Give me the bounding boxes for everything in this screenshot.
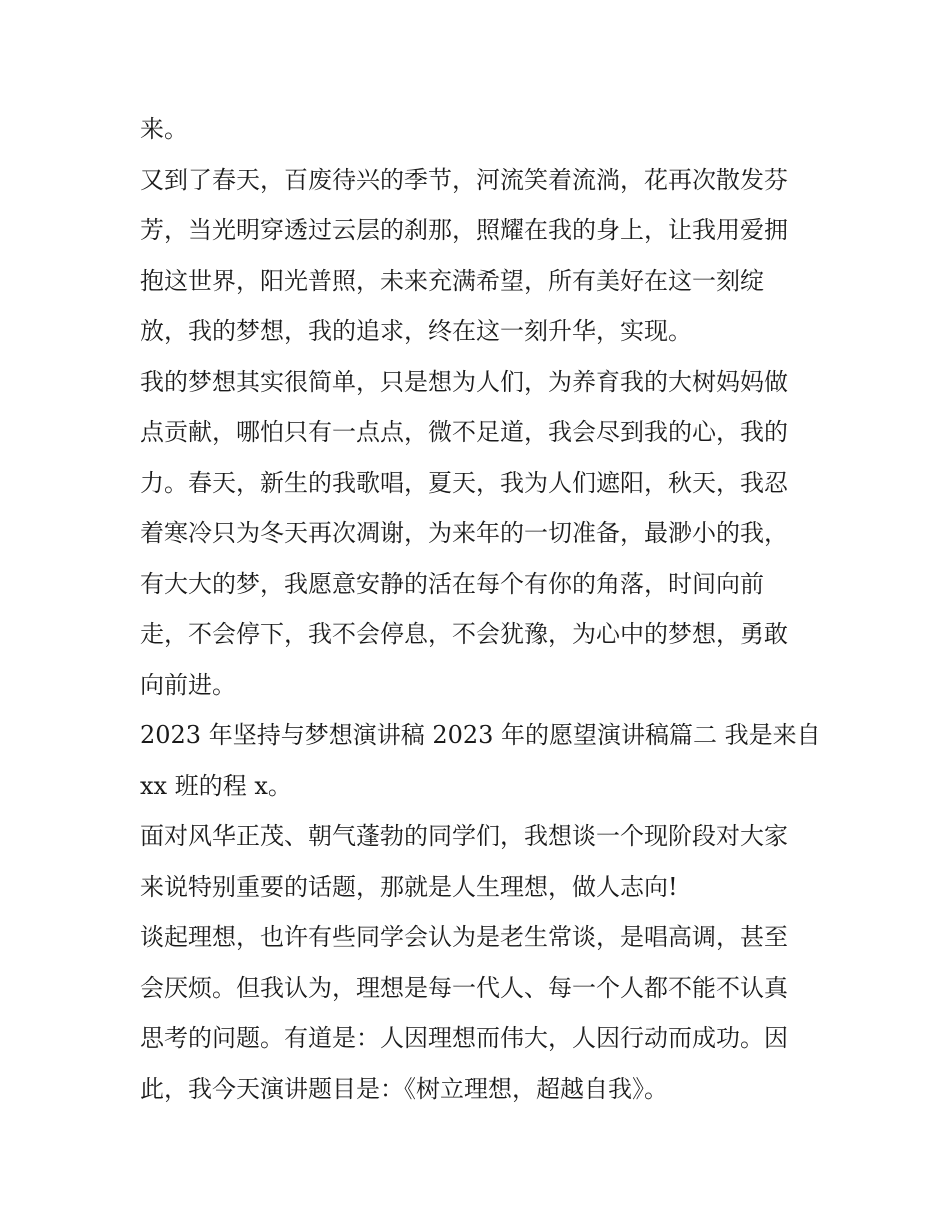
text-line: 谈起理想，也许有些同学会认为是老生常谈，是唱高调，甚至 (140, 923, 788, 951)
text-line: 我的梦想其实很简单，只是想为人们，为养育我的大树妈妈做 (140, 367, 788, 396)
text-line: 走，不会停下，我不会停息，不会犹豫，为心中的梦想，勇敢 (140, 620, 788, 648)
text-line: 面对风华正茂、朝气蓬勃的同学们，我想谈一个现阶段对大家 (140, 822, 788, 850)
text-line: 又到了春天，百废待兴的季节，河流笑着流淌，花再次散发芬 (140, 165, 788, 194)
text-line: 力。春天，新生的我歌唱，夏天，我为人们遮阳，秋天，我忍 (140, 468, 788, 497)
text-line: 来说特别重要的话题，那就是人生理想，做人志向! (140, 872, 678, 901)
text-line: 2023 年坚持与梦想演讲稿 2023 年的愿望演讲稿篇二 我是来自 (140, 721, 821, 749)
text-line: 着寒冷只为冬天再次凋谢，为来年的一切准备，最渺小的我， (140, 519, 788, 547)
text-line: 思考的问题。有道是：人因理想而伟大，人因行动而成功。因 (140, 1024, 788, 1052)
text-line: 点贡献，哪怕只有一点点，微不足道，我会尽到我的心，我的 (140, 418, 788, 446)
text-line: xx 班的程 x。 (140, 771, 292, 800)
text-line: 向前进。 (140, 670, 236, 699)
text-line: 放，我的梦想，我的追求，终在这一刻升华，实现。 (140, 317, 692, 345)
document-body (140, 104, 821, 1114)
text-line: 抱这世界，阳光普照，未来充满希望，所有美好在这一刻绽 (140, 266, 764, 295)
text-line: 会厌烦。但我认为，理想是每一代人、每一个人都不能不认真 (140, 973, 788, 1002)
text-line: 来。 (140, 115, 188, 143)
text-line: 芳，当光明穿透过云层的刹那，照耀在我的身上，让我用爱拥 (140, 216, 788, 244)
text-line: 此，我今天演讲题目是：《树立理想，超越自我》。 (140, 1074, 668, 1103)
text-line: 有大大的梦，我愿意安静的活在每个有你的角落，时间向前 (140, 569, 764, 598)
